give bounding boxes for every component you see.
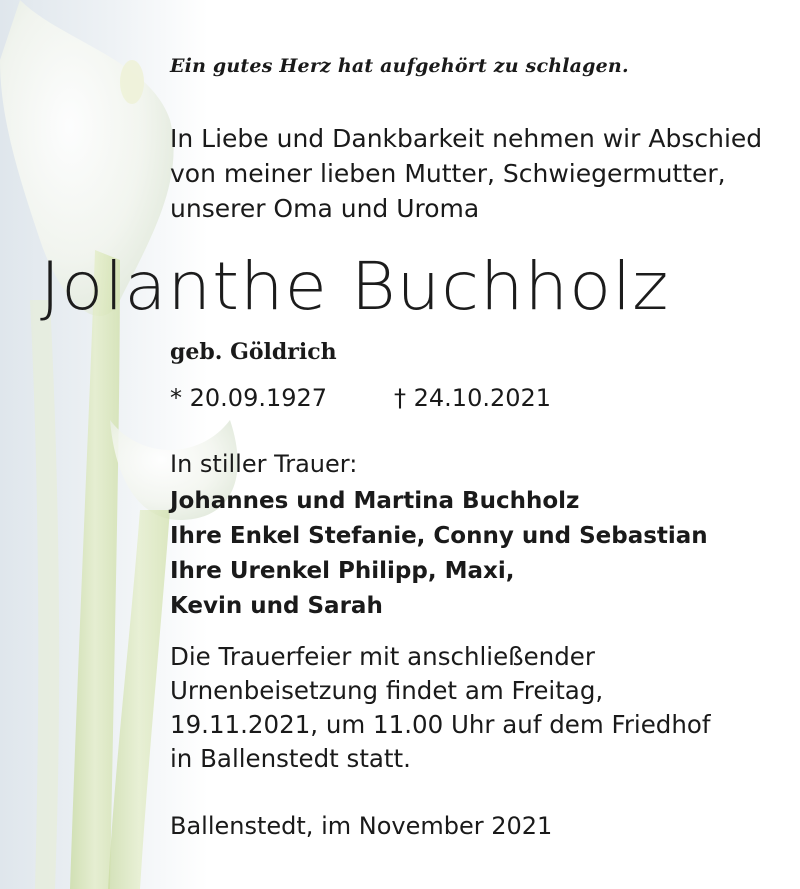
- maiden-name: geb. Göldrich: [170, 339, 337, 365]
- mourners-list: [170, 484, 708, 624]
- service-line: Urnenbeisetzung findet am Freitag,: [170, 676, 604, 705]
- mourning-label: In stiller Trauer:: [170, 450, 358, 478]
- service-line: Die Trauerfeier mit anschließender: [170, 642, 595, 671]
- mourner-line: Ihre Urenkel Philipp, Maxi,: [170, 558, 515, 584]
- mourner-line: Kevin und Sarah: [170, 593, 383, 619]
- intro-line: unserer Oma und Uroma: [170, 194, 480, 223]
- service-line: in Ballenstedt statt.: [170, 744, 411, 773]
- intro-text: [170, 121, 762, 226]
- mourner-line: Ihre Enkel Stefanie, Conny und Sebastian: [170, 523, 708, 549]
- life-dates: [170, 384, 552, 412]
- service-line: 19.11.2021, um 11.00 Uhr auf dem Friedhof: [170, 710, 711, 739]
- motto-text: Ein gutes Herz hat aufgehört zu schlagen.: [170, 55, 629, 77]
- place-and-date: Ballenstedt, im November 2021: [170, 812, 553, 840]
- mourner-line: Johannes und Martina Buchholz: [170, 488, 580, 514]
- death-date: † 24.10.2021: [394, 384, 552, 412]
- deceased-name: Jolanthe Buchholz: [40, 248, 670, 325]
- funeral-service-info: [170, 640, 710, 776]
- intro-line: von meiner lieben Mutter, Schwiegermutter,: [170, 159, 726, 188]
- intro-line: In Liebe und Dankbarkeit nehmen wir Abschied: [170, 124, 763, 153]
- birth-date: * 20.09.1927: [170, 384, 328, 412]
